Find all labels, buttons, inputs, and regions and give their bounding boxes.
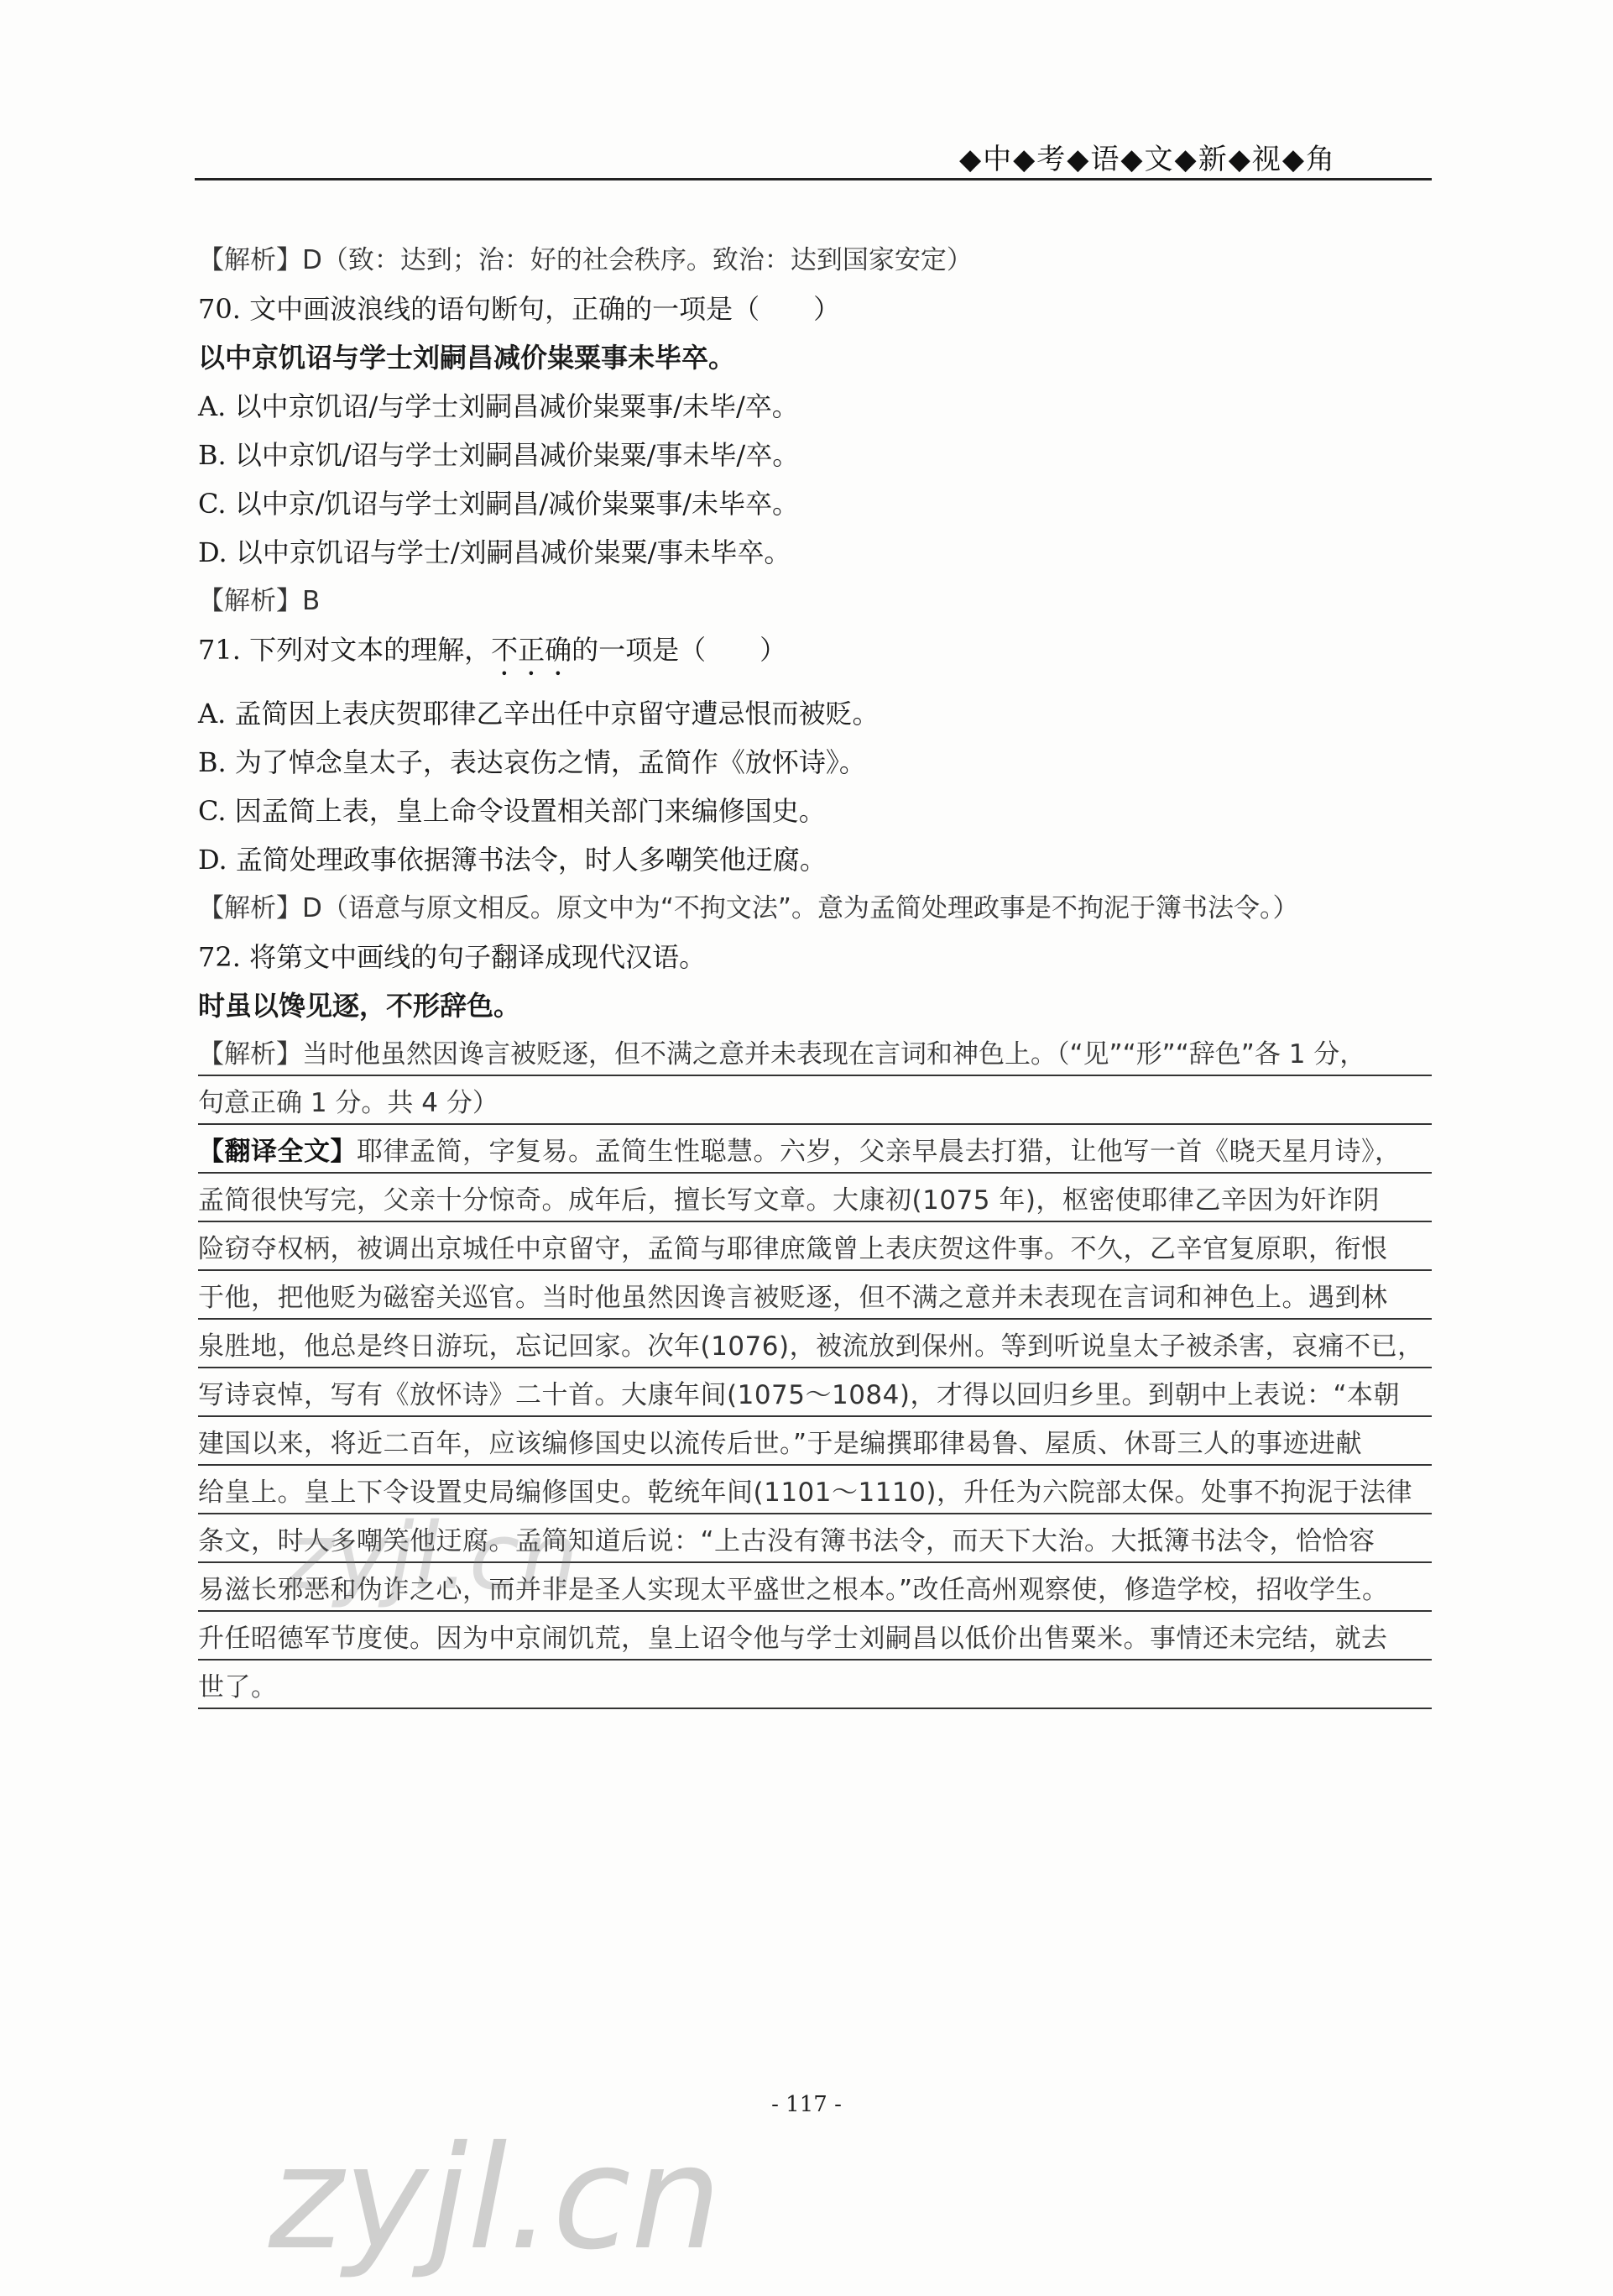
question-70: 70. 文中画波浪线的语句断句，正确的一项是（ ） xyxy=(198,293,841,325)
answer-72-line-2: 句意正确 1 分。共 4 分） xyxy=(198,1086,1432,1125)
page-number: - 117 - xyxy=(771,2092,842,2117)
option-70-c: C. 以中京/饥诏与学士刘嗣昌/减价粜粟事/未毕卒。 xyxy=(198,488,800,520)
translation-line: 写诗哀悼，写有《放怀诗》二十首。大康年间(1075～1084)，才得以回归乡里。到朝中上表说：“本朝 xyxy=(198,1378,1432,1417)
answer-71: 【解析】D（语意与原文相反。原文中为“不拘文法”。意为孟简处理政事是不拘泥于簿书法令。） xyxy=(198,893,1299,923)
answer-70: 【解析】B xyxy=(198,586,321,616)
translation-line: 泉胜地，他总是终日游玩，忘记回家。次年(1076)，被流放到保州。等到听说皇太子被杀害，哀痛不已， xyxy=(198,1330,1432,1368)
question-70-sentence: 以中京饥诏与学士刘嗣昌减价粜粟事未毕卒。 xyxy=(198,342,736,374)
translation-line: 给皇上。皇上下令设置史局编修国史。乾统年间(1101～1110)，升任为六院部太保。处事不拘泥于法律 xyxy=(198,1476,1432,1514)
question-71 xyxy=(198,633,1432,682)
option-70-b: B. 以中京饥/诏与学士刘嗣昌减价粜粟/事未毕/卒。 xyxy=(198,439,800,471)
option-71-c: C. 因孟简上表，皇上命令设置相关部门来编修国史。 xyxy=(198,795,826,827)
option-71-b: B. 为了悼念皇太子，表达哀伤之情，孟简作《放怀诗》。 xyxy=(198,746,866,778)
translation-line xyxy=(198,1135,1432,1174)
question-72: 72. 将第文中画线的句子翻译成现代汉语。 xyxy=(198,941,707,973)
translation-line: 易滋长邪恶和伪诈之心，而并非是圣人实现太平盛世之根本。”改任高州观察使，修造学校，招收学生。 xyxy=(198,1573,1432,1612)
watermark-bottom: zyjl.cn xyxy=(269,2116,722,2282)
header-rule xyxy=(195,178,1432,180)
question-72-sentence: 时虽以馋见逐，不形辞色。 xyxy=(198,990,521,1022)
translation-line: 于他，把他贬为磁窑关巡官。当时他虽然因谗言被贬逐，但不满之意并未表现在言词和神色上。遇到林 xyxy=(198,1281,1432,1320)
answer-72-line-1: 【解析】当时他虽然因谗言被贬逐，但不满之意并未表现在言词和神色上。（“见”“形”“辞色”各 1 分， xyxy=(198,1038,1432,1076)
translation-line: 险窃夺权柄，被调出京城任中京留守，孟简与耶律庶箴曾上表庆贺这件事。不久，乙辛官复原职，衔恨 xyxy=(198,1232,1432,1271)
translation-line: 条文，时人多嘲笑他迂腐。孟简知道后说：“上古没有簿书法令，而天下大治。大抵簿书法令，恰恰容 xyxy=(198,1525,1432,1563)
option-71-a: A. 孟简因上表庆贺耶律乙辛出任中京留守遭忌恨而被贬。 xyxy=(198,698,880,730)
translation-line: 世了。 xyxy=(198,1671,1432,1709)
translation-line: 孟简很快写完，父亲十分惊奇。成年后，擅长写文章。大康初(1075 年)，枢密使耶律乙辛因为奸诈阴 xyxy=(198,1184,1432,1222)
answer-72-block xyxy=(198,1038,1432,1125)
option-71-d: D. 孟简处理政事依据簿书法令，时人多嘲笑他迂腐。 xyxy=(198,844,827,876)
answer-69: 【解析】D（致：达到；治：好的社会秩序。致治：达到国家安定） xyxy=(198,245,973,275)
watermark-mid: zyjl.cn xyxy=(285,1503,579,1610)
translation-block xyxy=(198,1135,1432,1709)
option-70-a: A. 以中京饥诏/与学士刘嗣昌减价粜粟事/未毕/卒。 xyxy=(198,390,799,422)
question-71-post: 的一项是（ ） xyxy=(572,634,787,666)
translation-line: 升任昭德军节度使。因为中京闹饥荒，皇上诏令他与学士刘嗣昌以低价出售粟米。事情还未完结，就去 xyxy=(198,1622,1432,1661)
translation-label: 【翻译全文】 xyxy=(198,1137,357,1167)
question-71-pre: 71. 下列对文本的理解， xyxy=(198,634,492,666)
translation-line: 建国以来，将近二百年，应该编修国史以流传后世。”于是编撰耶律曷鲁、屋质、休哥三人的事迹进献 xyxy=(198,1427,1432,1466)
header-title: ◆中◆考◆语◆文◆新◆视◆角 xyxy=(958,143,1336,176)
translation-text: 耶律孟简，字复易。孟简生性聪慧。六岁，父亲早晨去打猎，让他写一首《晓天星月诗》， xyxy=(357,1137,1402,1167)
question-71-emphasis: 不正确 xyxy=(491,634,572,666)
option-70-d: D. 以中京饥诏与学士/刘嗣昌减价粜粟/事未毕卒。 xyxy=(198,536,791,568)
content xyxy=(198,243,1432,1719)
